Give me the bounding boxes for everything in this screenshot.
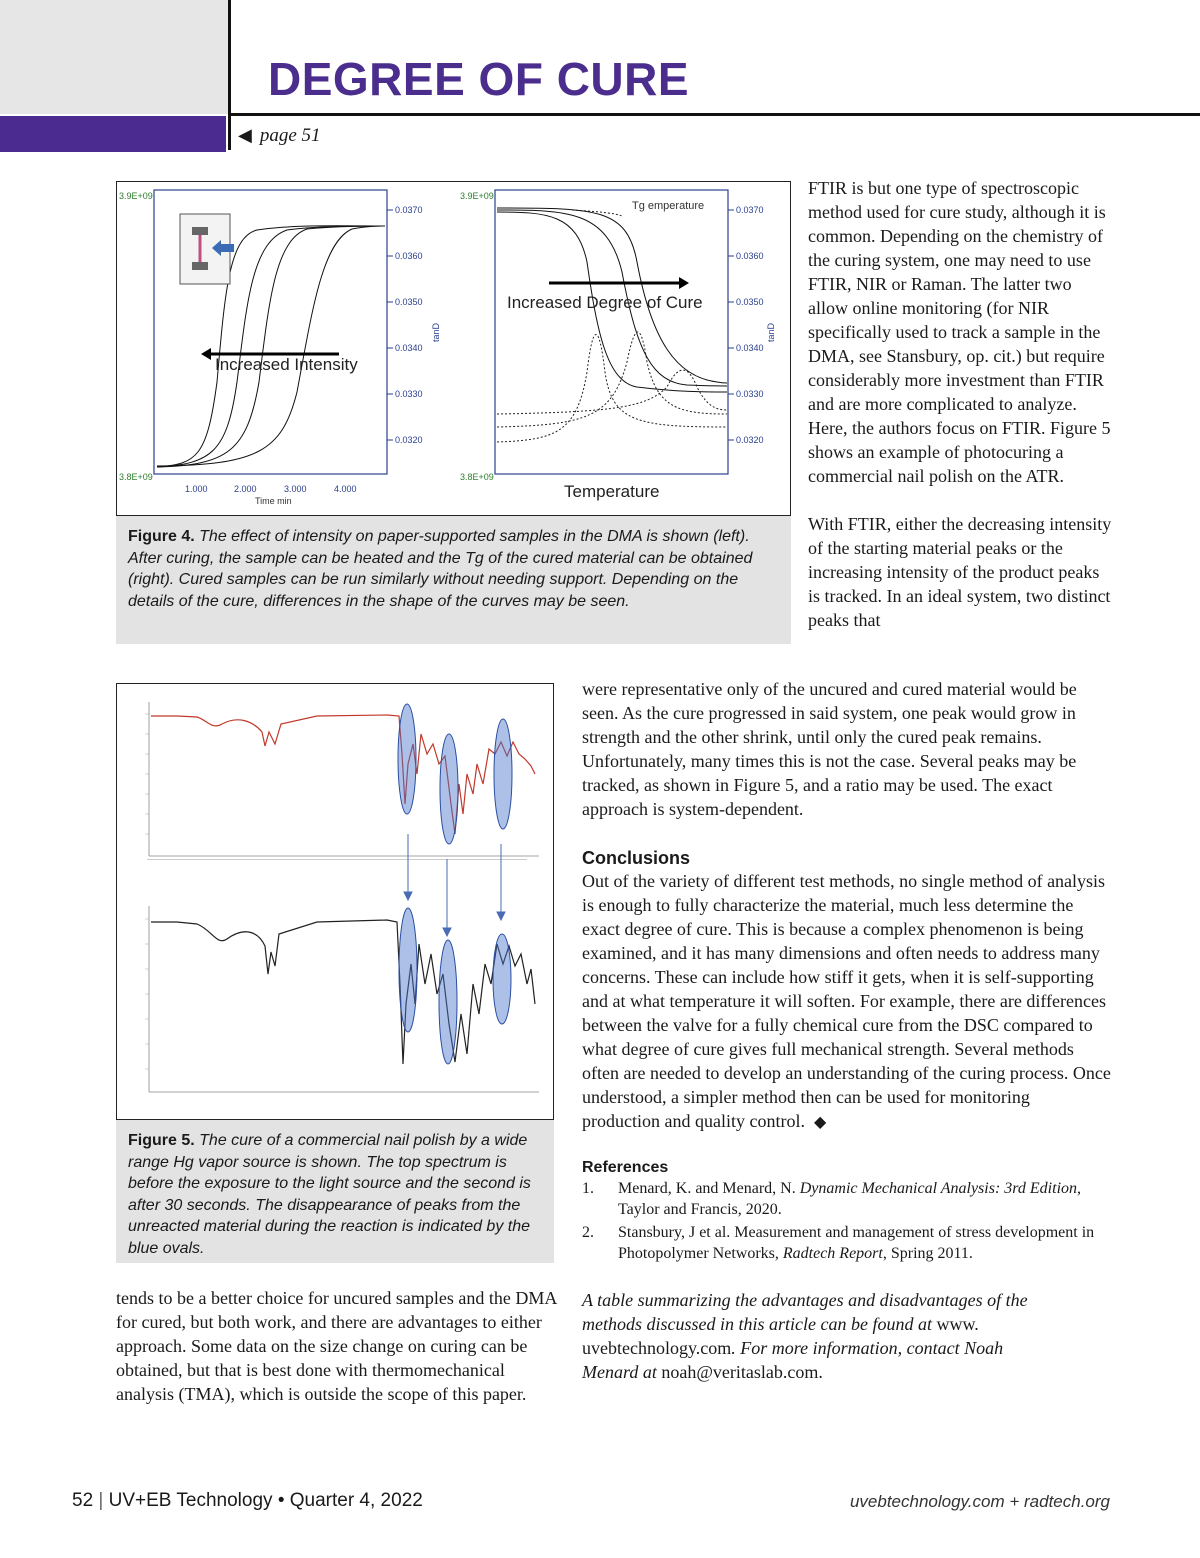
- left-right-ticks: [395, 205, 423, 445]
- temperature-axis-label: Temperature: [564, 482, 660, 501]
- references-list: [582, 1178, 1112, 1264]
- intensity-annotation: Increased Intensity: [215, 355, 358, 374]
- left-y-bottom-label: 3.8E+09: [119, 472, 153, 482]
- left-tan-axis-label: tanD: [431, 322, 441, 342]
- footer-sites: uvebtechnology.com + radtech.org: [849, 1492, 1110, 1511]
- header-vertical-rule: [228, 0, 231, 150]
- reference-text: Stansbury, J et al. Measurement and management of stress development in Photopolymer Networks,: [618, 1224, 1095, 1262]
- right-y-top-label: 3.9E+09: [460, 191, 494, 201]
- references-heading: References: [582, 1159, 669, 1176]
- ftir-paragraph: FTIR is but one type of spectroscopic method used for cure study, although it is common. Depending on the chemistry of the curing system, one may need to use FTIR, NIR or Raman. The latter two allow online monitoring (for NIR specifically used to track a sample in the DMA, see Stansbury, op. cit.) but require considerably more investment than FTIR and are more complicated to analyze. Here, the authors focus on FTIR. Figure 5 shows an example of photocuring a commercial nail polish on the ATR.: [808, 178, 1111, 486]
- top-spectrum-line: [151, 715, 535, 834]
- top-x-axis-ticks: [147, 859, 527, 860]
- peak-oval: [398, 704, 416, 814]
- figure-4-caption-text: The effect of intensity on paper-supported samples in the DMA is shown (left). After curing, the sample can be heated and the Tg of the cured material can be obtained (right). Cured samples can be run similarly without needing support. Depending on the details of the cure, differences in the shape of the curves may be seen.: [128, 528, 753, 610]
- page-title: DEGREE OF CURE: [268, 53, 690, 105]
- figure-5-ftir-spectra: [117, 684, 552, 1118]
- left-triangle-icon: ◀: [238, 125, 252, 146]
- tg-temperature-label: Tg emperature: [632, 200, 705, 212]
- right-column-main: [582, 677, 1112, 1384]
- left-column-bottom: [116, 1286, 561, 1406]
- right-tan-tick: 0.0350: [736, 297, 764, 307]
- conclusions-heading: Conclusions: [582, 848, 691, 868]
- figure-5-caption-label: Figure 5.: [128, 1132, 195, 1149]
- footer-left: [72, 1490, 423, 1512]
- left-x-tick: 3.000: [284, 484, 307, 494]
- header-purple-bar: [0, 116, 226, 152]
- right-dma-chart: [460, 190, 776, 501]
- closing-italic-2: . For more information, contact Noah Menard at: [582, 1338, 1004, 1382]
- reference-tail: , Taylor and Francis, 2020.: [618, 1180, 1082, 1218]
- reference-number: 2.: [582, 1224, 594, 1241]
- bottom-spectrum-line: [151, 920, 535, 1064]
- dma-tma-paragraph: tends to be a better choice for uncured samples and the DMA for cured, but both work, and there are advantages to either approach. Some data on the size change on curing can be obtained, but that is best done with thermomechanical analysis (TMA), which is outside the scope of this paper.: [116, 1288, 557, 1404]
- right-y-bottom-label: 3.8E+09: [460, 472, 494, 482]
- reference-text: Menard, K. and Menard, N.: [618, 1180, 800, 1197]
- reference-title: Radtech Report: [782, 1245, 883, 1262]
- closing-period: .: [818, 1362, 823, 1382]
- continued-from-link[interactable]: [238, 124, 321, 148]
- bottom-y-ticks: [145, 919, 149, 1069]
- diamond-end-icon: ◆: [813, 1112, 827, 1131]
- reference-item: [582, 1178, 1112, 1220]
- left-tan-tick: 0.0360: [395, 251, 423, 261]
- right-tan-tick: 0.0320: [736, 435, 764, 445]
- intensity-arrow-head: [201, 348, 211, 360]
- right-tan-tick: 0.0340: [736, 343, 764, 353]
- reference-item: [582, 1222, 1112, 1264]
- reference-title: Dynamic Mechanical Analysis: 3rd Edition: [799, 1180, 1078, 1197]
- publication-name: UV+EB Technology • Quarter 4, 2022: [108, 1490, 423, 1511]
- figure-4: [116, 181, 791, 516]
- ftir-tracking-paragraph: With FTIR, either the decreasing intensity of the starting material peaks or the increasing intensity of the product peaks is tracked. In an ideal system, two distinct peaks that: [808, 514, 1112, 630]
- header-horizontal-rule: [228, 113, 1200, 116]
- left-tan-tick: 0.0330: [395, 389, 423, 399]
- left-tan-tick: 0.0320: [395, 435, 423, 445]
- left-x-tick: 2.000: [234, 484, 257, 494]
- email-link[interactable]: noah@veritaslab.com: [661, 1362, 819, 1382]
- left-x-tick: 4.000: [334, 484, 357, 494]
- page-ref-text: page 51: [259, 125, 321, 146]
- right-plot-frame: [495, 190, 728, 474]
- reference-tail: , Spring 2011.: [882, 1245, 973, 1262]
- page-number: 52: [72, 1490, 94, 1511]
- header-grey-block: [0, 0, 228, 114]
- top-spectrum: [145, 702, 539, 860]
- left-y-top-label: 3.9E+09: [119, 191, 153, 201]
- conclusions-paragraph: [582, 869, 1112, 1134]
- peak-oval: [439, 940, 457, 1064]
- right-peak-curve: [497, 335, 727, 443]
- cure-arrow-head: [679, 277, 689, 289]
- right-tan-tick: 0.0330: [736, 389, 764, 399]
- closing-note: [582, 1288, 1057, 1384]
- right-right-ticks: [736, 205, 764, 445]
- reference-number: 1.: [582, 1180, 594, 1197]
- figure-5-caption: [116, 1120, 554, 1263]
- conclusions-text: Out of the variety of different test methods, no single method of analysis is enough to fully characterize the material, much less determine the exact degree of cure. This is because a complex phenomenon is being examined, and it has many dimensions and often needs to address many concerns. These can include how stiff it gets, when it is self-supporting and at what temperature it will soften. For example, there are differences between the valve for a fully chemical cure from the DSC compared to what degree of cure gives full mechanical strength. Several methods often are needed to develop an understanding of the curing process. Once understood, a simpler method then can be used for monitoring production and quality control.: [582, 871, 1111, 1131]
- right-tan-tick: 0.0370: [736, 205, 764, 215]
- peak-oval: [494, 719, 512, 829]
- left-x-axis-label: Time min: [255, 496, 292, 506]
- right-peak-curve: [497, 332, 727, 427]
- left-tan-tick: 0.0350: [395, 297, 423, 307]
- left-tan-tick: 0.0340: [395, 343, 423, 353]
- left-x-tick: 1.000: [185, 484, 208, 494]
- right-tan-tick: 0.0360: [736, 251, 764, 261]
- peak-arrows: [404, 834, 505, 936]
- ideal-system-paragraph: were representative only of the uncured and cured material would be seen. As the cure progressed in said system, one peak would grow in strength and the other shrink, until only the cured peak remains. Unfortunately, many times this is not the case. Several peaks may be tracked, as shown in Figure 5, and a ratio may be used. The exact approach is system-dependent.: [582, 679, 1077, 819]
- right-peak-curve: [497, 370, 727, 414]
- top-y-ticks: [145, 714, 149, 834]
- figure-4-caption-label: Figure 4.: [128, 528, 195, 545]
- figure-5-caption-text: The cure of a commercial nail polish by a wide range Hg vapor source is shown. The top spectrum is before the exposure to the light source and the second is after 30 seconds. The disappearance of peaks from the unreacted material during the reaction is indicated by the blue ovals.: [128, 1132, 531, 1257]
- left-x-ticks: [185, 484, 357, 494]
- right-tan-axis-label: tanD: [766, 322, 776, 342]
- figure-5: [116, 683, 554, 1120]
- cure-annotation: Increased Degree of Cure: [507, 293, 703, 312]
- bottom-spectrum: [145, 906, 539, 1092]
- left-tan-tick: 0.0370: [395, 205, 423, 215]
- footer-separator: |: [93, 1490, 109, 1511]
- left-right-axis: [387, 210, 393, 440]
- peak-oval: [493, 934, 511, 1024]
- figure-4-dma-charts: [117, 182, 789, 514]
- right-column-top: [808, 176, 1113, 632]
- peak-oval: [440, 734, 458, 844]
- peak-oval: [399, 908, 417, 1032]
- closing-italic-1: A table summarizing the advantages and disadvantages of the methods discussed in this article can be found at: [582, 1290, 1028, 1334]
- dma-clamp-inset-icon: [180, 214, 234, 284]
- right-right-axis: [728, 210, 734, 440]
- website-link[interactable]: www. uvebtechnology.com: [582, 1314, 979, 1358]
- left-dma-chart: [119, 190, 441, 506]
- figure-4-caption: [116, 516, 791, 644]
